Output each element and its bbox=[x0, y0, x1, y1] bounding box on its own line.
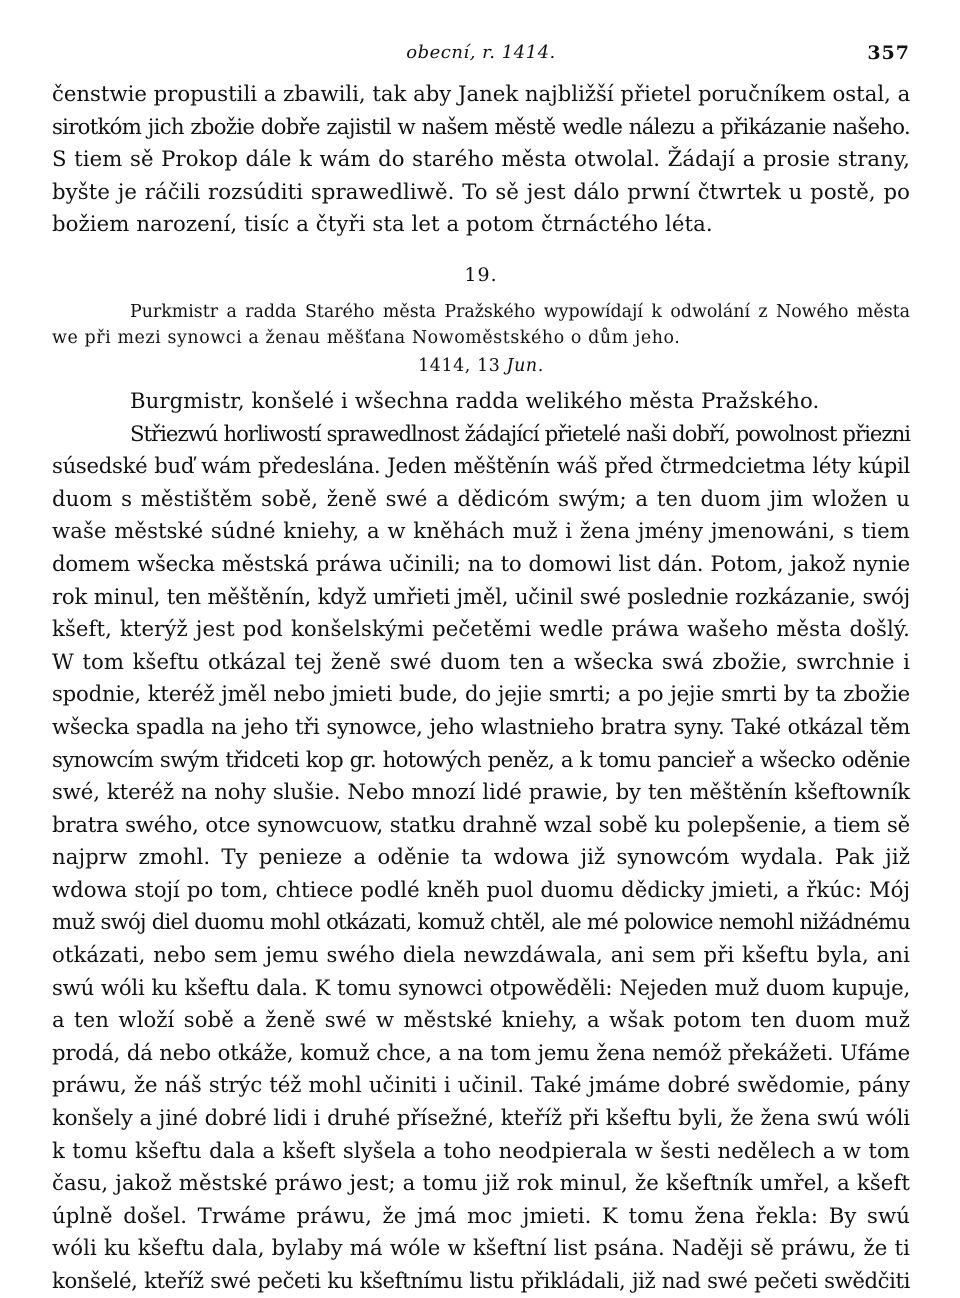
text-line: najprw zmohl. Ty penieze a oděnie ta wdowa již synowcóm wydala. Pak již bbox=[52, 844, 910, 870]
text-line: úplně došel. Trwáme práwu, že jmá moc jmieti. K tomu žena řekla: By swú bbox=[52, 1202, 910, 1228]
page-number: 357 bbox=[867, 42, 910, 64]
text-line: swé, kteréž na nohy slušie. Nebo mnozí lidé prawie, by ten měštěnín kšeftowník bbox=[52, 779, 910, 805]
text-line: S tiem sě Prokop dále k wám do starého města otwolal. Žádají a prosie strany, bbox=[52, 146, 910, 172]
text-line: wóli ku kšeftu dala, bylaby má wóle w kšeftní list psána. Naději sě práwu, že ti bbox=[52, 1235, 910, 1261]
text-line: swú wóli ku kšeftu dala. K tomu synowci otpowěděli: Nejeden muž duom kupuje, bbox=[52, 974, 910, 1000]
text-line: bratra swého, otce synowcuow, statku drahně wzal sobě ku polepšenie, a tiem sě bbox=[52, 811, 910, 837]
text-line: rok minul, ten měštěnín, když umřieti jměl, učinil swé poslednie rozkázanie, swój bbox=[52, 583, 910, 609]
text-line: otkázati, nebo sem jemu swého diela newzdáwala, ani sem při kšeftu byla, ani bbox=[52, 942, 910, 968]
text-line: a ten wloží sobě a ženě swé w městské kniehy, a wšak potom ten duom muž bbox=[52, 1007, 910, 1033]
date-month: Jun. bbox=[506, 355, 544, 376]
text-line: duom s městištěm sobě, ženě swé a dědicóm swým; a ten duom jim wložen u bbox=[52, 485, 910, 511]
section-date bbox=[52, 351, 910, 381]
text-line: domem wšecka městská práwa učinili; na to domowi list dán. Potom, jakož nynie bbox=[52, 550, 910, 576]
text-line: spodnie, kteréž jměl nebo jmieti bude, do jejie smrti; a po jejie smrti by ta zbožie bbox=[52, 681, 910, 707]
text-line: súsedské buď wám předeslána. Jeden měštěnín wáš před čtrmedcietma léty kúpil bbox=[52, 453, 910, 479]
continued-paragraph bbox=[52, 78, 910, 241]
text-line: božiem narození, tisíc a čtyři sta let a potom čtrnáctého léta. bbox=[52, 211, 713, 237]
text-line: konšely a jiné dobré lidi i druhé přísežné, kteříž při kšeftu byli, že žena swú wóli bbox=[52, 1105, 910, 1131]
date-day: 13 bbox=[477, 355, 501, 376]
date-year: 1414, bbox=[418, 355, 471, 376]
text-line: muž swój diel duomu mohl otkázati, komuž chtěl, ale mé polowice nemohl nižádnému bbox=[52, 909, 910, 935]
text-line: času, jakož městské práwo jest; a tomu již rok minul, že kšeftník umřel, a kšeft bbox=[52, 1170, 910, 1196]
text-line: sirotkóm jich zbožie dobře zajistil w našem městě wedle nálezu a přikázanie našeho. bbox=[52, 113, 910, 139]
text-line: kšeft, kterýž jest pod konšelskými pečetěmi wedle práwa wašeho města došlý. bbox=[52, 616, 910, 642]
text-line: synowcím swým třidceti kop gr. hotowých peněz, a k tomu pancieř a wšecko oděnie bbox=[52, 746, 910, 772]
running-header bbox=[52, 38, 910, 78]
text-line: Střiezwú horliwostí sprawedlnost žádající přietelé naši dobří, powolnost přiezni bbox=[130, 420, 910, 446]
text-line: wdowa stojí po tom, chtiece podlé kněh puol duomu dědicky jmieti, a řkúc: Mój bbox=[52, 876, 910, 902]
text-line: práwu, že náš strýc též mohl učiniti i učinil. Také jmáme dobré swědomie, pány bbox=[52, 1072, 910, 1098]
body-text bbox=[52, 418, 910, 1298]
text-line: wšecka spadla na jeho tři synowce, jeho wlastnieho bratra syny. Také otkázal těm bbox=[52, 713, 910, 739]
section-summary bbox=[52, 299, 910, 351]
text-line: waše městské súdné kniehy, a w kněhách muž i žena jmény jmenowáni, s tiem bbox=[52, 518, 910, 544]
text-line: prodá, dá nebo otkáže, komuž chce, a na tom jemu žena nemóž překážeti. Ufáme bbox=[52, 1039, 910, 1065]
running-title: obecní, r. 1414. bbox=[406, 42, 556, 63]
text-line: k tomu kšeftu dala a kšeft slyšela a toho neodpierala w šesti nedělech a w tom bbox=[52, 1137, 910, 1163]
summary-line: we při mezi synowci a ženau měšťana Nowoměstského o dům jeho. bbox=[52, 327, 681, 348]
text-line: konšelé, kteříž swé pečeti ku kšeftnímu listu přikládali, již nad swé pečeti swědčiti bbox=[52, 1268, 910, 1293]
text-line: W tom kšeftu otkázal tej ženě swé duom ten a wšecka swá zbožie, swrchnie i bbox=[52, 648, 910, 674]
summary-line: Purkmistr a radda Starého města Pražského wypowídají k odwolání z Nowého města bbox=[130, 301, 910, 322]
text-line: byšte je ráčili rozsúditi sprawedliwě. To sě jest dálo prwní čtwrtek u postě, po bbox=[52, 178, 910, 204]
text-line: čenstwie propustili a zbawili, tak aby Janek najbližší přietel poručníkem ostal, a bbox=[52, 81, 911, 106]
document-page bbox=[52, 38, 910, 1298]
salutation: Burgmistr, konšelé i wšechna radda welikého města Pražského. bbox=[130, 387, 820, 413]
section-number: 19. bbox=[464, 263, 498, 286]
